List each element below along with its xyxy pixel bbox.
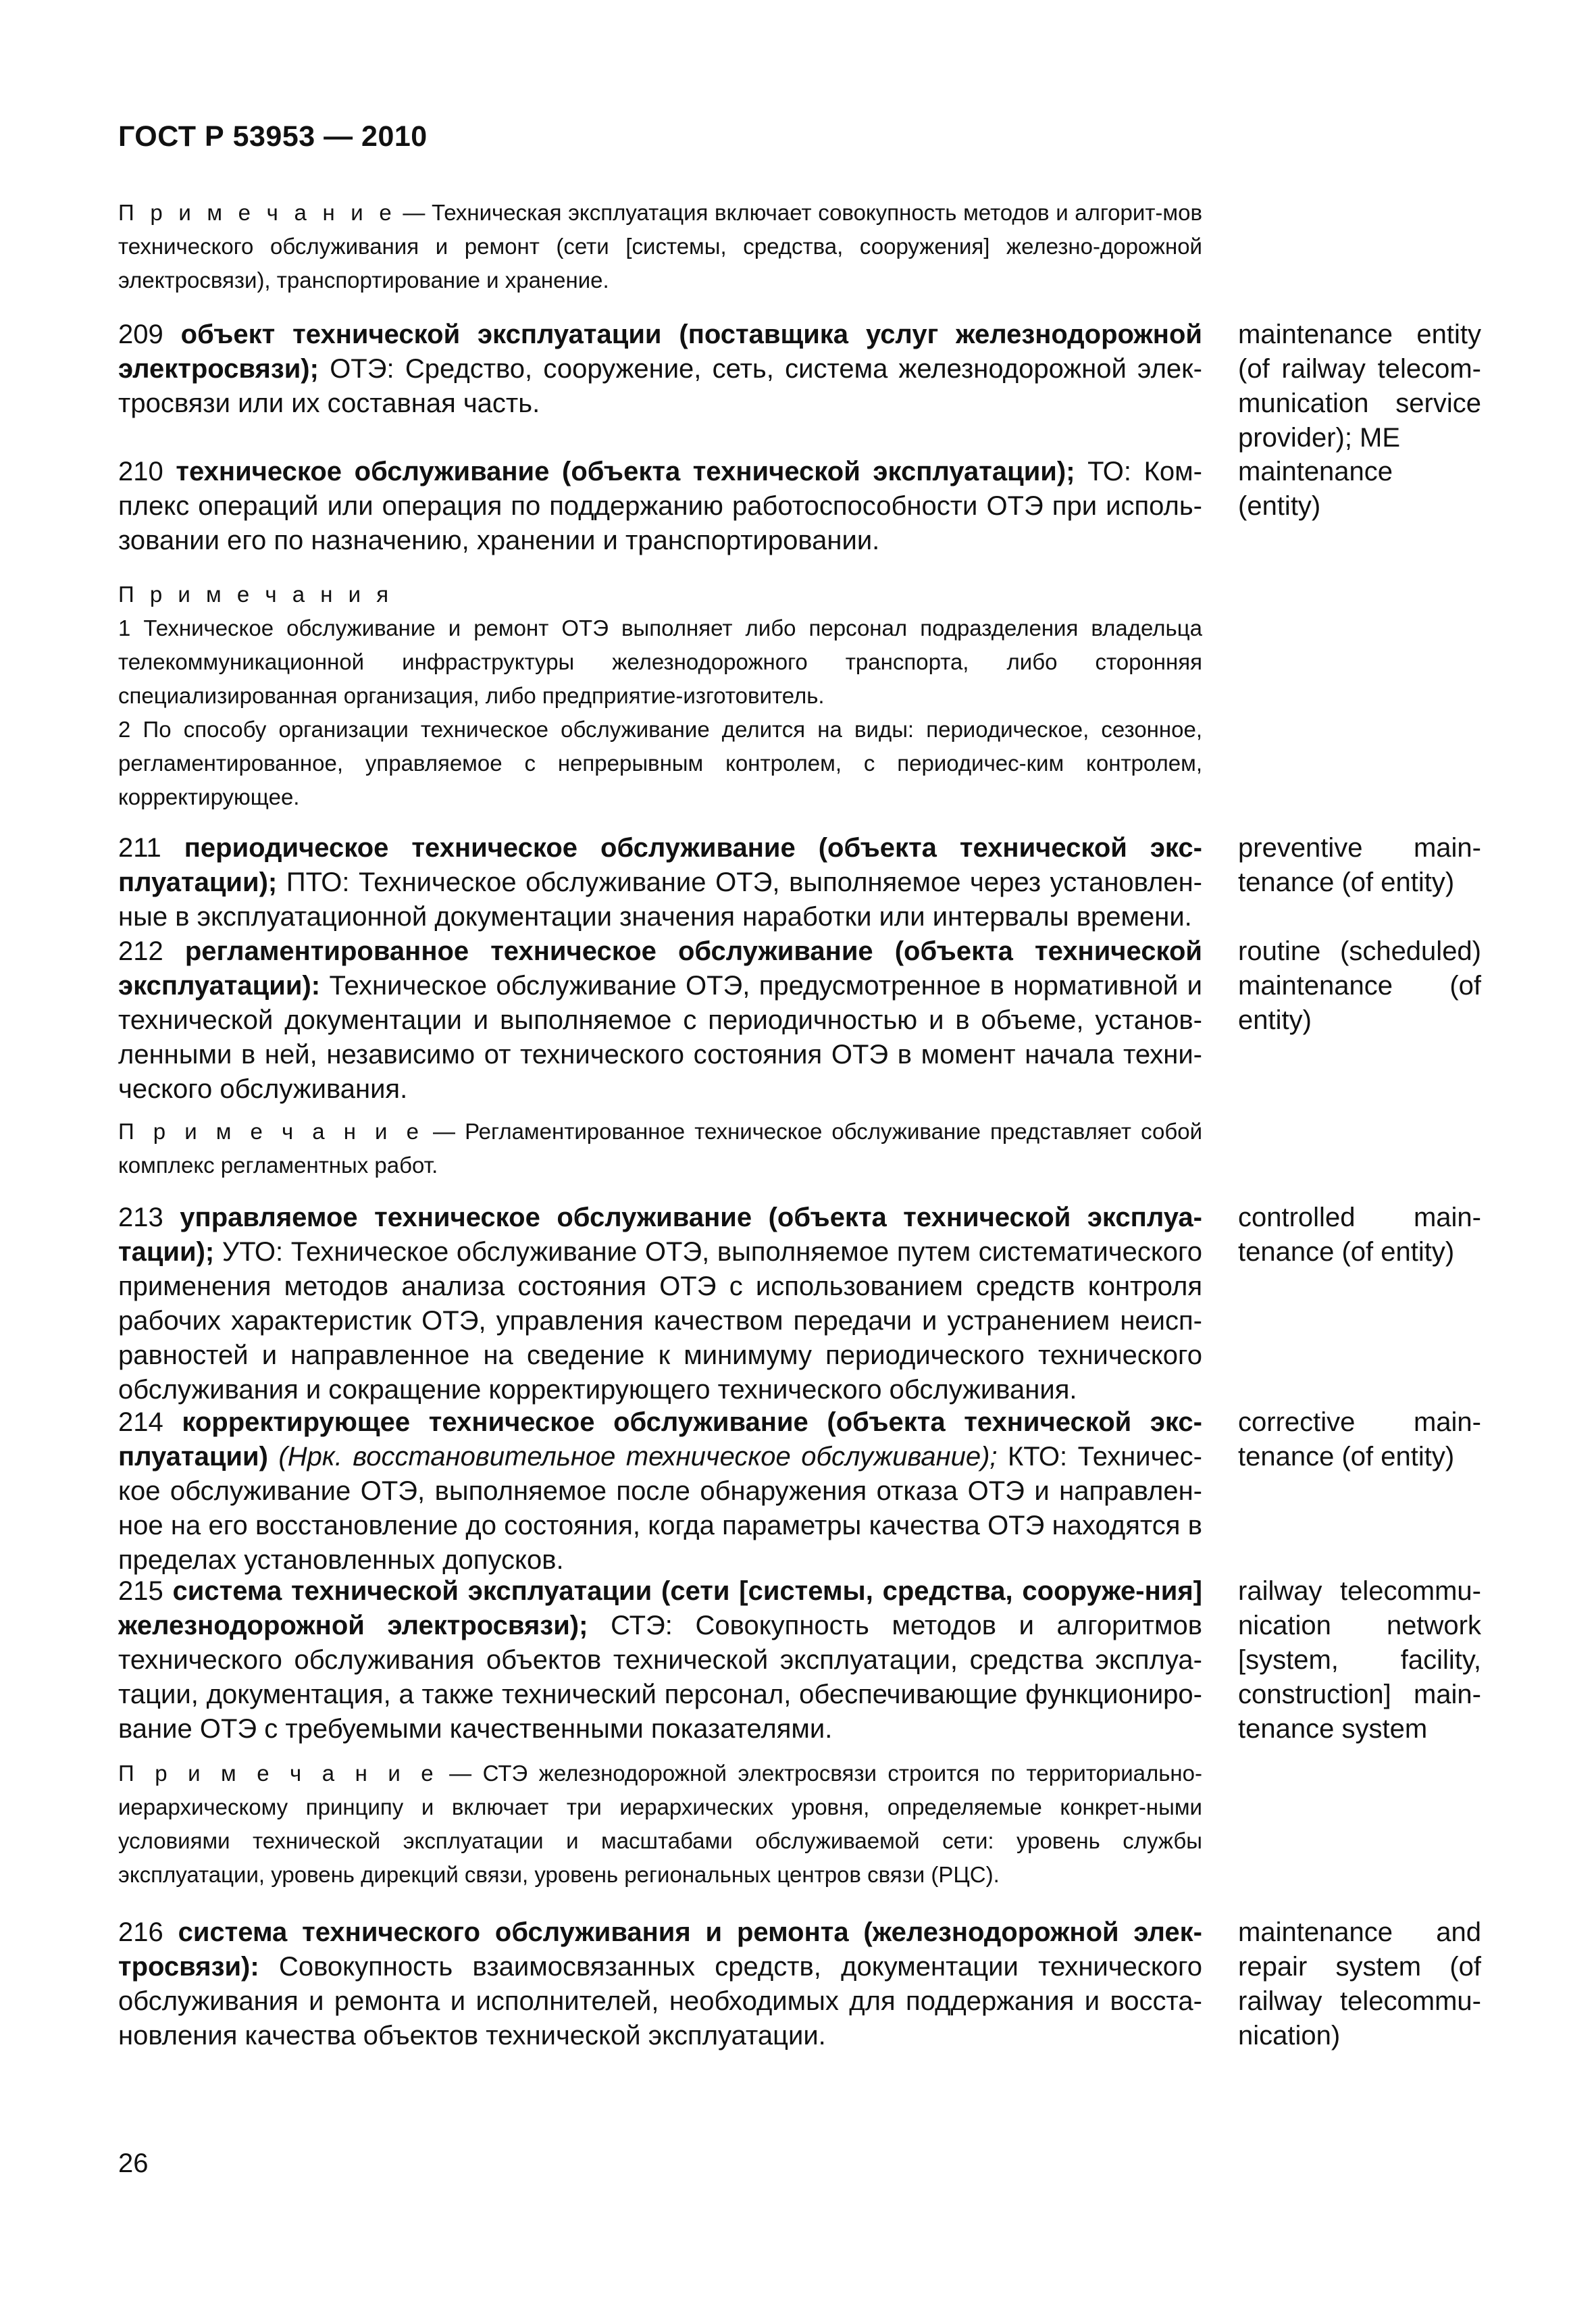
entry-term: система технического обслуживания и ремонта (железнодорожной элек-тросвязи): bbox=[118, 1917, 1202, 1982]
note-label: П р и м е ч а н и е bbox=[118, 1761, 438, 1786]
entry-number: 210 bbox=[118, 457, 163, 486]
entry-211-english: preventive main-tenance (of entity) bbox=[1238, 833, 1481, 897]
entry-216-english: maintenance and repair system (of railway telecommu-nication) bbox=[1238, 1917, 1481, 2051]
entry-212-english: routine (scheduled) maintenance (of entity) bbox=[1238, 936, 1481, 1035]
entry-214 bbox=[118, 1405, 1202, 1578]
entry-number: 214 bbox=[118, 1407, 163, 1437]
entry-term: управляемое техническое обслуживание (объекта технической эксплуа-тации); bbox=[118, 1203, 1202, 1267]
entry-215-english: railway telecommu-nication network [system, facility, construction] main-tenance system bbox=[1238, 1576, 1481, 1744]
entry-210 bbox=[118, 455, 1202, 558]
entry-definition: СТЭ: Совокупность методов и алгоритмов технического обслуживания объектов технической эксплуатации, средства эксплуа-тации, документация, а также технический персонал, обеспечивающие функциониро-вание ОТЭ с требуемыми качественными показателями. bbox=[118, 1611, 1202, 1744]
entry-deprecated-term: (Нрк. восстановительное техническое обслуживание); bbox=[267, 1442, 998, 1472]
entry-term: техническое обслуживание (объекта технической эксплуатации); bbox=[176, 457, 1075, 486]
entry-209-english: maintenance entity (of railway telecom-munication service provider); ME bbox=[1238, 320, 1481, 453]
entry-number: 213 bbox=[118, 1203, 163, 1232]
note-item-2: 2 По способу организации техническое обслуживание делится на виды: периодическое, сезонное, регламентированное, управляемое с непрерывным контролем, с периодичес-ким контролем, корректирующее. bbox=[118, 717, 1202, 809]
entry-215 bbox=[118, 1574, 1202, 1746]
entry-definition: УТО: Техническое обслуживание ОТЭ, выполняемое путем систематического применения методов анализа состояния ОТЭ с использованием средств контроля рабочих характеристик ОТЭ, управления качеством передачи и устранением неисп-равностей и направленное на сведение к минимуму периодического технического обслуживания и сокращение корректирующего технического обслуживания. bbox=[118, 1237, 1202, 1405]
note-maintenance-definition bbox=[118, 196, 1202, 297]
entry-212 bbox=[118, 934, 1202, 1107]
entry-term: периодическое техническое обслуживание (объекта технической экс-плуатации); bbox=[118, 833, 1202, 897]
entry-213-english: controlled main-tenance (of entity) bbox=[1238, 1203, 1481, 1267]
entry-definition: ТО: Ком-плекс операций или операция по поддержанию работоспособности ОТЭ при исполь-зовании его по назначению, хранении и транспортировании. bbox=[118, 457, 1202, 555]
note-text: — Техническая эксплуатация включает совокупность методов и алгорит-мов технического обслуживания и ремонт (сети [системы, средства, сооружения] железно-дорожной электросвязи), транспортирование и хранение. bbox=[118, 200, 1202, 293]
entry-number: 212 bbox=[118, 936, 163, 966]
notes-label: П р и м е ч а н и я bbox=[118, 582, 394, 607]
entry-term: корректирующее техническое обслуживание (объекта технической экс-плуатации) bbox=[118, 1407, 1202, 1472]
entry-214-english: corrective main-tenance (of entity) bbox=[1238, 1407, 1481, 1472]
note-212 bbox=[118, 1115, 1202, 1182]
entry-number: 216 bbox=[118, 1917, 163, 1947]
entry-216 bbox=[118, 1915, 1202, 2053]
entry-term: регламентированное техническое обслуживание (объекта технической эксплуатации): bbox=[118, 936, 1202, 1001]
entry-number: 215 bbox=[118, 1576, 163, 1606]
entry-210-english: maintenance (entity) bbox=[1238, 457, 1393, 521]
note-text: — СТЭ железнодорожной электросвязи строится по территориально-иерархическому принципу и включает три иерархических уровня, определяемые конкрет-ными условиями технической эксплуатации и масштабами обслуживаемой сети: уровень службы эксплуатации, уровень дирекций связи, уровень региональных центров связи (РЦС). bbox=[118, 1761, 1202, 1887]
entry-definition: ПТО: Техническое обслуживание ОТЭ, выполняемое через установлен-ные в эксплуатационной документации значения наработки или интервалы времени. bbox=[118, 867, 1202, 932]
note-215 bbox=[118, 1757, 1202, 1892]
note-label: П р и м е ч а н и е bbox=[118, 200, 396, 225]
entry-209 bbox=[118, 318, 1202, 421]
entry-number: 211 bbox=[118, 833, 161, 863]
entry-term: объект технической эксплуатации (поставщика услуг железнодорожной электросвязи); bbox=[118, 320, 1202, 384]
page-number: 26 bbox=[118, 2148, 149, 2178]
entry-definition: Совокупность взаимосвязанных средств, документации технического обслуживания и ремонта и исполнителей, необходимых для поддержания и восста-новления качества объектов технической эксплуатации. bbox=[118, 1952, 1202, 2051]
entry-211 bbox=[118, 831, 1202, 934]
note-item-1: 1 Техническое обслуживание и ремонт ОТЭ выполняет либо персонал подразделения владельца телекоммуникационной инфраструктуры железнодорожного транспорта, либо сторонняя специализированная организация, либо предприятие-изготовитель. bbox=[118, 615, 1202, 708]
entry-number: 209 bbox=[118, 320, 163, 349]
note-text: — Регламентированное техническое обслуживание представляет собой комплекс регламентных работ. bbox=[118, 1119, 1202, 1178]
standard-title: ГОСТ Р 53953 — 2010 bbox=[118, 120, 428, 153]
entry-definition: ОТЭ: Средство, сооружение, сеть, система железнодорожной элек-тросвязи или их составная часть. bbox=[118, 354, 1202, 418]
entry-213 bbox=[118, 1201, 1202, 1407]
notes-210 bbox=[118, 578, 1202, 814]
note-label: П р и м е ч а н и е bbox=[118, 1119, 423, 1144]
entry-term: система технической эксплуатации (сети [системы, средства, сооруже-ния] железнодорожной электросвязи); bbox=[118, 1576, 1202, 1640]
entry-definition: КТО: Техничес-кое обслуживание ОТЭ, выполняемое после обнаружения отказа ОТЭ и направлен-ное на его восстановление до состояния, когда параметры качества ОТЭ находятся в пределах установленных допусков. bbox=[118, 1442, 1202, 1575]
entry-definition: Техническое обслуживание ОТЭ, предусмотренное в нормативной и технической документации и выполняемое с периодичностью и в объеме, установ-ленными в ней, независимо от технического состояния ОТЭ в момент начала техни-ческого обслуживания. bbox=[118, 971, 1202, 1104]
